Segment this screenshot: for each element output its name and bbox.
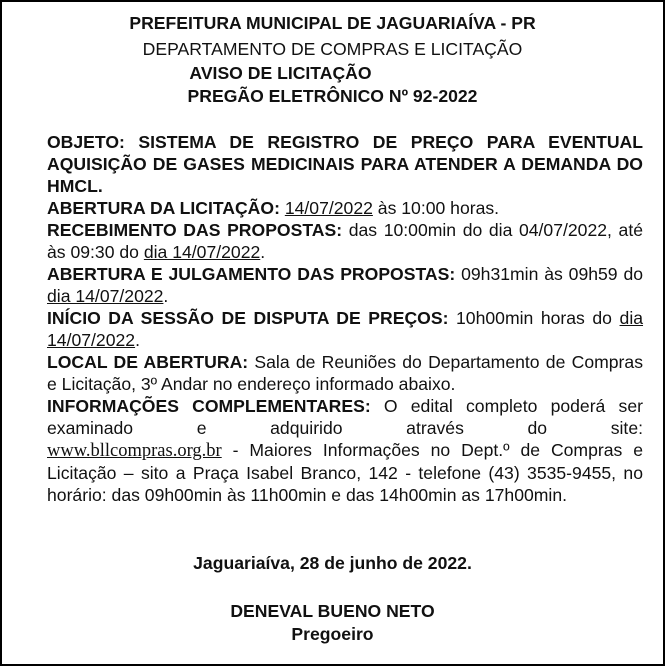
local-label: LOCAL DE ABERTURA: [47, 352, 249, 372]
julgamento-text: 09h31min às 09h59 do [461, 264, 644, 284]
informacoes-paragraph-1 [47, 395, 643, 439]
abertura-date: 14/07/2022 [284, 198, 373, 218]
inicio-date: dia 14/07/2022 [47, 308, 644, 350]
abertura-time: às 10:00 horas. [377, 198, 500, 218]
local-text: Sala de Reuniões do Departamento de Compras e Licitação, 3º Andar no endereço informado abaixo. [47, 352, 643, 394]
informacoes-paragraph-2 [47, 439, 643, 506]
department-title: DEPARTAMENTO DE COMPRAS E LICITAÇÃO [142, 39, 523, 59]
recebimento-date: dia 14/07/2022 [143, 242, 261, 262]
julgamento-date: dia 14/07/2022 [47, 286, 164, 306]
inicio-paragraph: INÍCIO DA SESSÃO DE DISPUTA DE PREÇOS: 10h00min horas do dia 14/07/2022. [47, 308, 644, 350]
objeto-paragraph: OBJETO: SISTEMA DE REGISTRO DE PREÇO PARA EVENTUAL AQUISIÇÃO DE GASES MEDICINAIS PARA ATENDER A DEMANDA DO HMCL. [47, 132, 643, 196]
informacoes-text-2: ser examinado e adquirido através do site: [47, 396, 643, 438]
informacoes-text-1: O edital completo poderá [383, 396, 606, 416]
informacoes-label: INFORMAÇÕES COMPLEMENTARES: [47, 396, 371, 416]
signer-role: Pregoeiro [291, 624, 374, 644]
place-date: Jaguariaíva, 28 de junho de 2022. [193, 553, 472, 573]
julgamento-label: ABERTURA E JULGAMENTO DAS PROPOSTAS: [47, 264, 456, 284]
signer-name: DENEVAL BUENO NETO [230, 601, 435, 621]
pregao-number: PREGÃO ELETRÔNICO Nº 92-2022 [187, 86, 478, 106]
abertura-label: ABERTURA DA LICITAÇÃO: [47, 198, 280, 218]
inicio-text: 10h00min horas do [456, 308, 612, 328]
municipality-title: PREFEITURA MUNICIPAL DE JAGUARIAÍVA - PR [129, 13, 536, 33]
recebimento-paragraph: RECEBIMENTO DAS PROPOSTAS: das 10:00min do dia 04/07/2022, até às 09:30 do dia 14/07/2022. [47, 220, 643, 262]
notice-title: AVISO DE LICITAÇÃO [189, 63, 372, 83]
informacoes-text-3: - Maiores Informações no Dept.º de Compras e Licitação – sito a Praça Isabel Branco, 142 - telefone (43) 3535-9455, no horário: das 09h00min às 11h00min e das 14h00min as 17h00min. [47, 440, 644, 505]
recebimento-label: RECEBIMENTO DAS PROPOSTAS: [47, 220, 343, 240]
bll-website-link[interactable]: www.bllcompras.org.br [47, 441, 222, 461]
recebimento-text: das 10:00min do dia 04/07/2022, até às 09:30 do [47, 220, 643, 262]
abertura-paragraph [47, 197, 643, 219]
local-paragraph [47, 351, 643, 395]
notice-body [47, 131, 643, 506]
julgamento-paragraph: ABERTURA E JULGAMENTO DAS PROPOSTAS: 09h31min às 09h59 do dia 14/07/2022. [47, 264, 644, 306]
inicio-label: INÍCIO DA SESSÃO DE DISPUTA DE PREÇOS: [47, 308, 449, 328]
